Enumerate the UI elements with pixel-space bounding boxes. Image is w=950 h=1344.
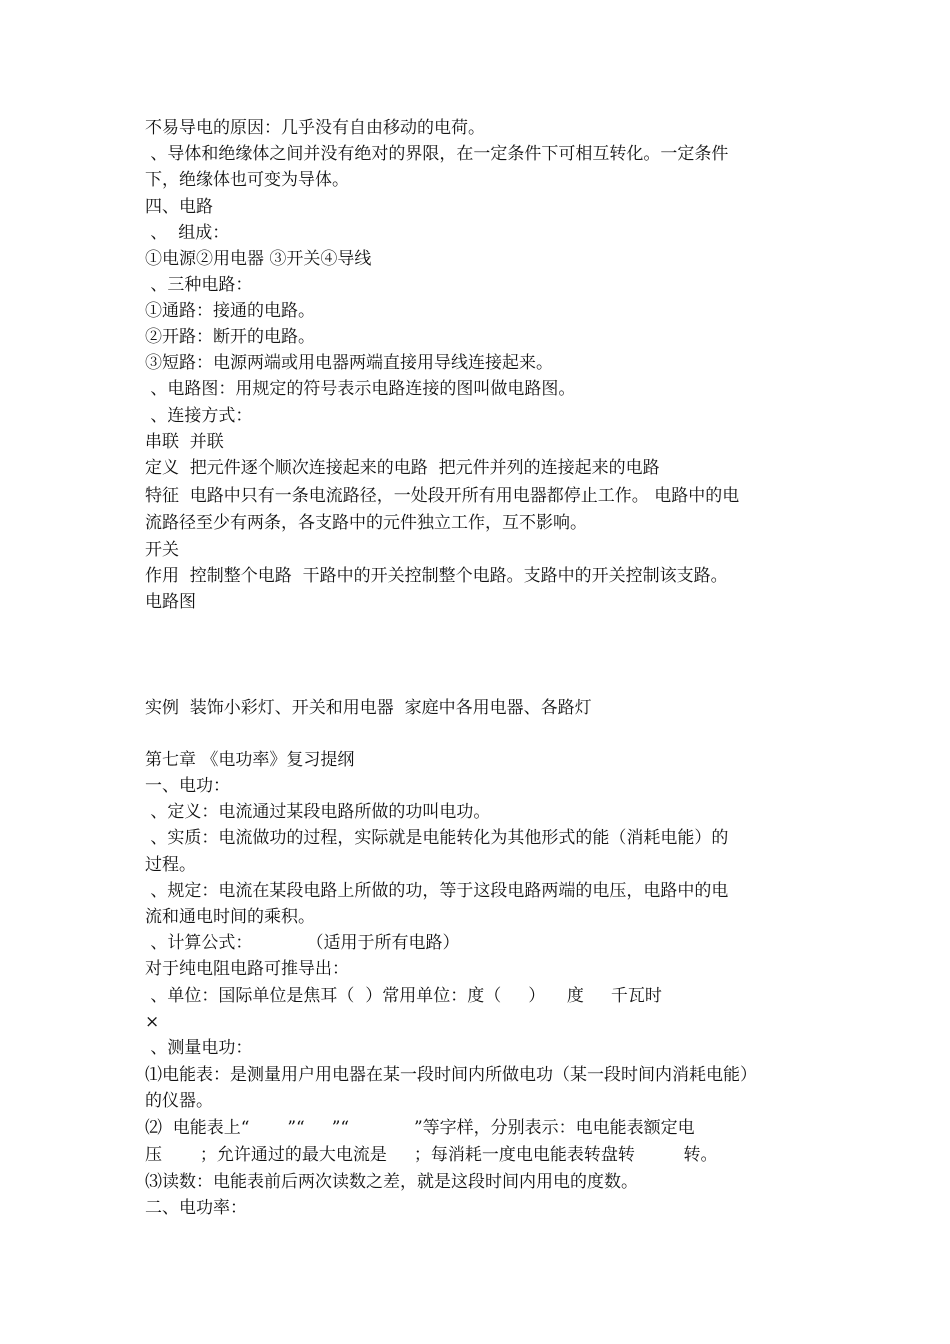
table-row: 定义 把元件逐个顺次连接起来的电路 把元件并列的连接起来的电路 xyxy=(145,458,660,478)
text-line: 、规定：电流在某段电路上所做的功，等于这段电路两端的电压，电路中的电 xyxy=(145,881,729,901)
section-heading: 一、电功： xyxy=(145,776,230,796)
table-row: 实例 装饰小彩灯、开关和用电器 家庭中各用电器、各路灯 xyxy=(145,698,592,718)
text-line: 、计算公式： （适用于所有电路） xyxy=(145,933,460,953)
text-line: 流和通电时间的乘积。 xyxy=(145,907,315,927)
text-line: ②开路：断开的电路。 xyxy=(145,327,315,347)
text-line: ①通路：接通的电路。 xyxy=(145,301,315,321)
table-row: 电路图 xyxy=(145,592,196,612)
table-row: 作用 控制整个电路 干路中的开关控制整个电路。支路中的开关控制该支路。 xyxy=(145,566,728,586)
text-line: 、导体和绝缘体之间并没有绝对的界限，在一定条件下可相互转化。一定条件 xyxy=(145,144,729,164)
chapter-title: 第七章 《电功率》复习提纲 xyxy=(145,750,355,770)
text-line: 过程。 xyxy=(145,855,196,875)
section-heading: 四、电路 xyxy=(145,197,213,217)
text-line: ⑶读数：电能表前后两次读数之差，就是这段时间内用电的度数。 xyxy=(145,1172,638,1192)
text-line: ⑴电能表：是测量用户用电器在某一段时间内所做电功（某一段时间内消耗电能） xyxy=(145,1065,757,1085)
text-line: 、单位：国际单位是焦耳（ ）常用单位：度（ ） 度 千瓦时 xyxy=(145,986,662,1006)
text-line: 、 组成： xyxy=(145,223,230,243)
text-line: ③短路：电源两端或用电器两端直接用导线连接起来。 xyxy=(145,353,553,373)
text-line: ①电源②用电器 ③开关④导线 xyxy=(145,249,372,269)
text-line: ⑵ 电能表上“ ”“ ”“ ”等字样，分别表示：电电能表额定电 xyxy=(145,1118,695,1138)
table-header-row: 串联 并联 xyxy=(145,432,224,452)
text-line: 压 ；允许通过的最大电流是 ；每消耗一度电电能表转盘转 转。 xyxy=(145,1145,718,1165)
text-line: 下，绝缘体也可变为导体。 xyxy=(145,170,349,190)
text-line: 不易导电的原因：几乎没有自由移动的电荷。 xyxy=(145,118,485,138)
text-line: × xyxy=(145,1012,160,1032)
text-line: 、电路图：用规定的符号表示电路连接的图叫做电路图。 xyxy=(145,379,576,399)
text-line: 、测量电功： xyxy=(145,1038,253,1058)
text-line: 、三种电路： xyxy=(145,275,253,295)
text-line: 、定义：电流通过某段电路所做的功叫电功。 xyxy=(145,802,491,822)
table-row: 特征 电路中只有一条电流路径，一处段开所有用电器都停止工作。 电路中的电 xyxy=(145,486,740,506)
text-line: 、实质：电流做功的过程，实际就是电能转化为其他形式的能（消耗电能）的 xyxy=(145,828,729,848)
table-row: 流路径至少有两条，各支路中的元件独立工作，互不影响。 xyxy=(145,513,587,533)
text-line: 的仪器。 xyxy=(145,1091,213,1111)
text-line: 对于纯电阻电路可推导出： xyxy=(145,959,349,979)
section-heading: 二、电功率： xyxy=(145,1198,247,1218)
text-line: 、连接方式： xyxy=(145,406,253,426)
table-row: 开关 xyxy=(145,540,179,560)
